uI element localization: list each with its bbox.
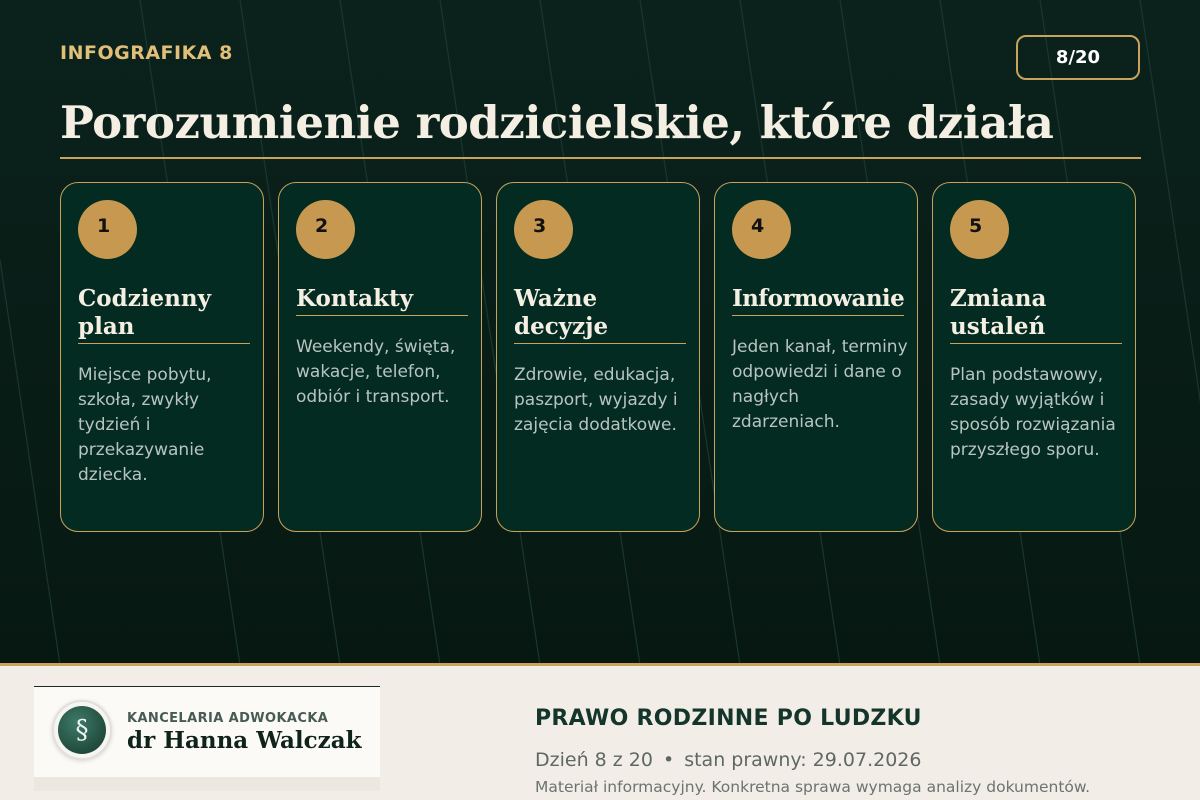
card-title: Zmiana ustaleń: [950, 285, 1122, 344]
card-codzienny-plan: [60, 182, 264, 532]
footer: [0, 663, 1200, 800]
card-informowanie: [714, 182, 918, 532]
card-zmiana-ustalen: [932, 182, 1136, 532]
lawyer-name: dr Hanna Walczak: [127, 727, 362, 754]
card-description: Weekendy, święta, wakacje, telefon, odbiór i transport.: [296, 337, 456, 407]
card-description: Plan podstawowy, zasady wyjątków i sposób rozwiązania przyszłego sporu.: [950, 365, 1116, 460]
infographic-number-label: INFOGRAFIKA 8: [60, 42, 233, 64]
bullet-separator: •: [662, 749, 675, 771]
card-title: Informowanie: [732, 285, 904, 316]
step-number-badge: 2: [296, 200, 355, 259]
card-kontakty: [278, 182, 482, 532]
step-number-badge: 4: [732, 200, 791, 259]
legal-state-date: stan prawny: 29.07.2026: [684, 749, 922, 771]
card-description: Miejsce pobytu, szkoła, zwykły tydzień i przekazywanie dziecka.: [78, 365, 212, 485]
series-title: PRAWO RODZINNE PO LUDZKU: [535, 706, 922, 731]
cards-row: [60, 182, 1140, 532]
card-wazne-decyzje: [496, 182, 700, 532]
law-firm-logo: [34, 686, 380, 777]
seal-badge: [52, 700, 112, 760]
section-sign-icon: §: [58, 706, 106, 754]
card-description: Jeden kanał, terminy odpowiedzi i dane o nagłych zdarzeniach.: [732, 337, 908, 432]
card-title: Ważne decyzje: [514, 285, 686, 344]
card-description: Zdrowie, edukacja, paszport, wyjazdy i zajęcia dodatkowe.: [514, 365, 678, 435]
step-number-badge: 5: [950, 200, 1009, 259]
day-counter: Dzień 8 z 20: [535, 749, 653, 771]
card-title: Codzienny plan: [78, 285, 250, 344]
card-title: Kontakty: [296, 285, 468, 316]
firm-name: KANCELARIA ADWOKACKA: [127, 711, 329, 726]
page-counter: 8/20: [1016, 35, 1140, 80]
step-number-badge: 1: [78, 200, 137, 259]
disclaimer: Materiał informacyjny. Konkretna sprawa wymaga analizy dokumentów.: [535, 778, 1091, 796]
series-meta: [535, 749, 921, 771]
title-divider: [60, 157, 1141, 159]
page-title: Porozumienie rodzicielskie, które działa: [60, 96, 1054, 149]
step-number-badge: 3: [514, 200, 573, 259]
